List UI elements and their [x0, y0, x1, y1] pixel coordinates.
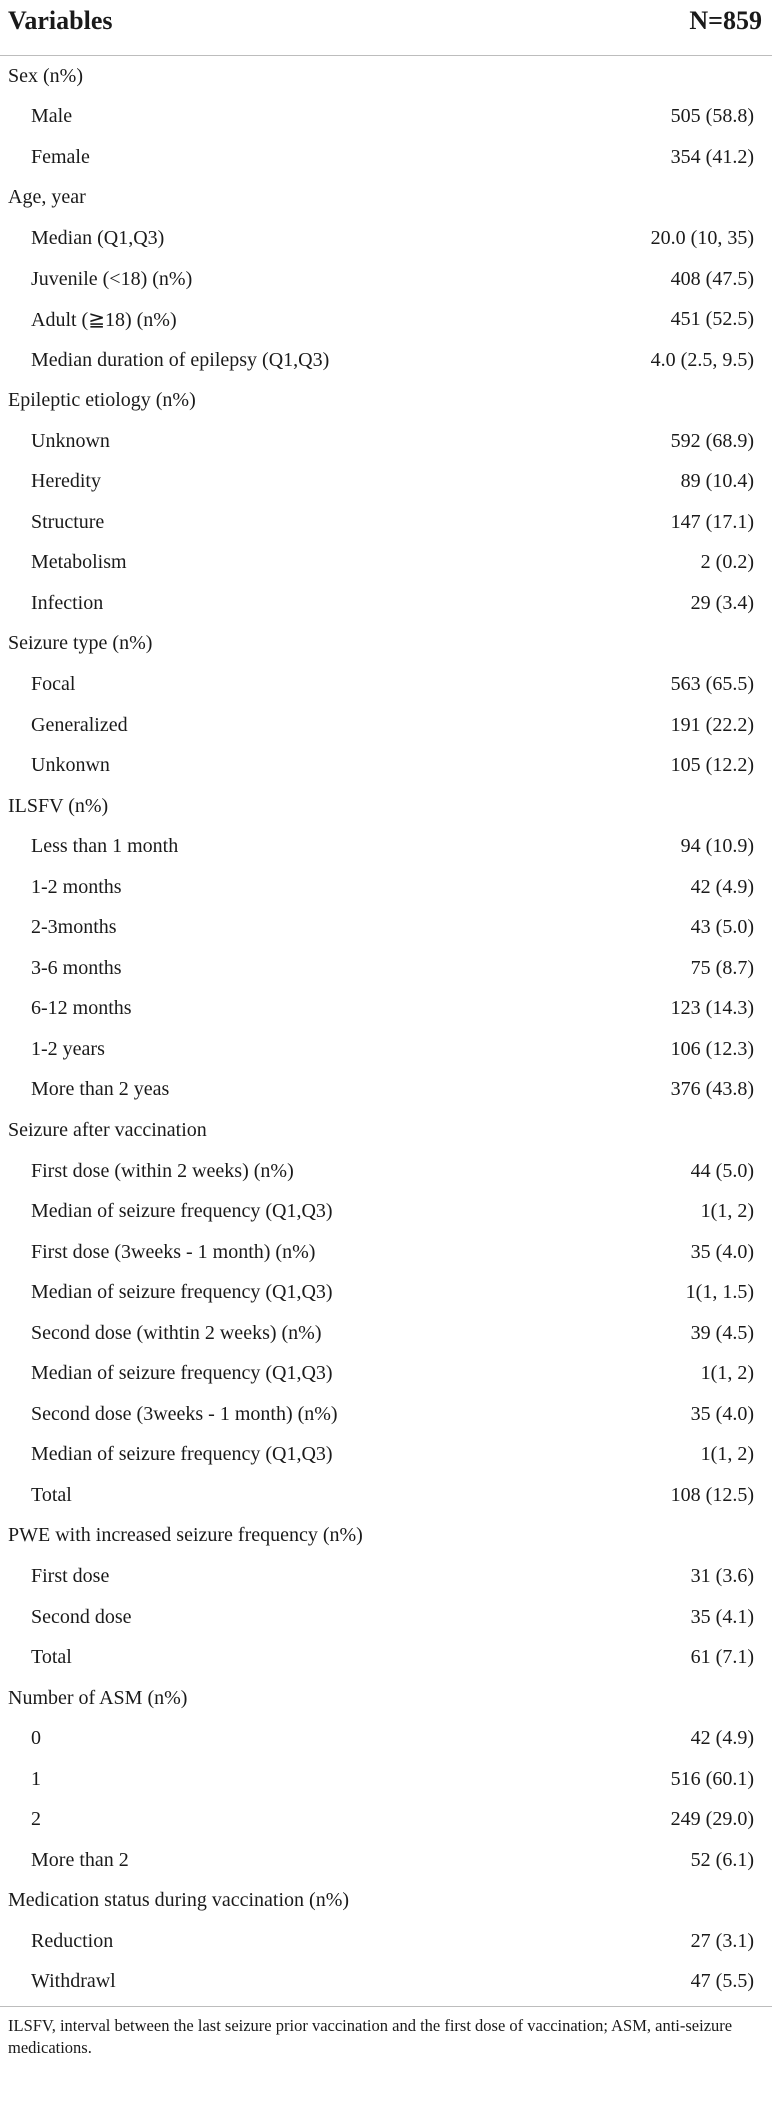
table-row: [0, 1272, 772, 1313]
row-value: 35 (4.0): [690, 1402, 754, 1425]
row-label: Structure: [31, 510, 105, 533]
row-value: 147 (17.1): [670, 510, 754, 533]
table-row: [0, 1800, 772, 1841]
table-row: [0, 299, 772, 340]
n-column-header: N=859: [689, 6, 762, 35]
row-label: First dose: [31, 1565, 110, 1587]
row-label: Seizure after vaccination: [8, 1118, 207, 1141]
table-row: [0, 583, 772, 624]
section-row: [0, 1678, 772, 1719]
table-row: [0, 1597, 772, 1638]
table-row: [0, 1394, 772, 1435]
row-label: First dose (within 2 weeks) (n%): [31, 1159, 294, 1182]
table-row: [0, 948, 772, 989]
row-value: 1(1, 1.5): [685, 1281, 754, 1304]
table-body: [0, 56, 772, 2002]
row-value: 61 (7.1): [690, 1646, 754, 1669]
row-label: Male: [31, 105, 73, 128]
row-label: ILSFV (n%): [8, 794, 109, 817]
table-row: [0, 989, 772, 1030]
table-row: [0, 543, 772, 584]
row-label: Total: [31, 1483, 72, 1506]
table-row: [0, 1232, 772, 1273]
row-value: 29 (3.4): [690, 591, 754, 614]
row-label: 1-2 years: [31, 1037, 105, 1060]
table-row: [0, 1921, 772, 1962]
row-value: 75 (8.7): [690, 956, 754, 979]
row-label: Median duration of epilepsy (Q1,Q3): [31, 348, 330, 371]
row-label: Metabolism: [31, 551, 127, 574]
row-value: 27 (3.1): [690, 1929, 754, 1952]
row-label: Median of seizure frequency (Q1,Q3): [31, 1443, 333, 1466]
row-label: Number of ASM (n%): [8, 1686, 188, 1709]
row-value: 592 (68.9): [670, 429, 754, 452]
row-value: 42 (4.9): [690, 1727, 754, 1750]
row-label: 0: [31, 1727, 41, 1750]
table-row: [0, 1840, 772, 1881]
section-row: [0, 624, 772, 665]
row-label: Unkonwn: [31, 754, 110, 777]
table-row: [0, 745, 772, 786]
table-row: [0, 826, 772, 867]
row-label: 2-3months: [31, 916, 117, 939]
row-value: 31 (3.6): [690, 1565, 754, 1587]
row-value: 89 (10.4): [680, 470, 754, 493]
row-label: Epileptic etiology (n%): [8, 389, 196, 412]
row-value: 105 (12.2): [670, 754, 754, 777]
table-row: [0, 705, 772, 746]
row-label: Focal: [31, 672, 76, 695]
row-value: 52 (6.1): [690, 1848, 754, 1871]
row-value: 20.0 (10, 35): [650, 226, 754, 249]
row-value: 354 (41.2): [670, 145, 754, 168]
row-value: 44 (5.0): [690, 1159, 754, 1182]
row-value: 408 (47.5): [670, 267, 754, 290]
row-label: Median of seizure frequency (Q1,Q3): [31, 1362, 333, 1385]
table-row: [0, 1637, 772, 1678]
table-row: [0, 907, 772, 948]
row-value: 376 (43.8): [670, 1078, 754, 1101]
row-value: 35 (4.1): [690, 1605, 754, 1628]
section-row: [0, 1516, 772, 1557]
row-value: 563 (65.5): [670, 672, 754, 695]
row-label: More than 2 yeas: [31, 1078, 170, 1101]
row-label: 1: [31, 1767, 41, 1790]
table-row: [0, 1475, 772, 1516]
row-label: Unknown: [31, 429, 110, 452]
table-row: [0, 1435, 772, 1476]
table-row: [0, 1354, 772, 1395]
variables-column-header: Variables: [8, 6, 113, 35]
table-row: [0, 1556, 772, 1597]
table-row: [0, 97, 772, 138]
row-value: 42 (4.9): [690, 875, 754, 898]
row-value: 47 (5.5): [690, 1970, 754, 1993]
row-label: Age, year: [8, 186, 86, 209]
table-row: [0, 137, 772, 178]
table-row: [0, 1070, 772, 1111]
row-value: 123 (14.3): [670, 997, 754, 1020]
row-value: 451 (52.5): [670, 308, 754, 331]
table-row: [0, 502, 772, 543]
row-value: 191 (22.2): [670, 713, 754, 736]
table-row: [0, 1759, 772, 1800]
row-label: PWE with increased seizure frequency (n%): [8, 1524, 363, 1547]
row-label: Adult (≧18) (n%): [31, 309, 177, 332]
row-label: Second dose (withtin 2 weeks) (n%): [31, 1321, 322, 1344]
row-value: 516 (60.1): [670, 1767, 754, 1790]
row-label: Reduction: [31, 1929, 114, 1952]
table-row: [0, 421, 772, 462]
row-value: 108 (12.5): [670, 1483, 754, 1506]
row-value: 43 (5.0): [690, 916, 754, 939]
section-row: [0, 786, 772, 827]
row-label: Infection: [31, 591, 104, 614]
row-label: 1-2 months: [31, 875, 122, 898]
row-value: 4.0 (2.5, 9.5): [650, 348, 754, 371]
section-row: [0, 1881, 772, 1922]
table-row: [0, 1191, 772, 1232]
row-label: Median (Q1,Q3): [31, 226, 165, 249]
table-row: [0, 340, 772, 381]
row-value: 249 (29.0): [670, 1808, 754, 1831]
table-row: [0, 218, 772, 259]
row-value: 1(1, 2): [700, 1443, 754, 1466]
table-row: [0, 867, 772, 908]
table-row: [0, 259, 772, 300]
row-label: Female: [31, 145, 90, 168]
section-row: [0, 1110, 772, 1151]
row-label: Generalized: [31, 713, 128, 736]
row-value: 505 (58.8): [670, 105, 754, 128]
row-label: Median of seizure frequency (Q1,Q3): [31, 1200, 333, 1223]
row-label: Second dose (3weeks - 1 month) (n%): [31, 1402, 338, 1425]
table-header: [0, 0, 772, 56]
row-label: Juvenile (<18) (n%): [31, 267, 193, 290]
row-value: 1(1, 2): [700, 1200, 754, 1223]
row-label: First dose (3weeks - 1 month) (n%): [31, 1240, 316, 1263]
section-row: [0, 380, 772, 421]
table-row: [0, 1151, 772, 1192]
row-value: 2 (0.2): [700, 551, 754, 574]
table-footnote: ILSFV, interval between the last seizure prior vaccination and the first dose of vaccination; ASM, anti-seizure medications.: [8, 2016, 733, 2058]
row-label: Heredity: [31, 470, 101, 493]
row-label: 2: [31, 1808, 41, 1831]
row-value: 39 (4.5): [690, 1321, 754, 1344]
table-row: [0, 461, 772, 502]
row-label: Second dose: [31, 1605, 132, 1628]
row-label: Medication status during vaccination (n%): [8, 1889, 350, 1912]
row-value: 94 (10.9): [680, 835, 754, 858]
row-value: 35 (4.0): [690, 1240, 754, 1263]
row-label: 3-6 months: [31, 956, 122, 979]
row-label: Seizure type (n%): [8, 632, 153, 655]
row-value: 106 (12.3): [670, 1037, 754, 1060]
row-label: Median of seizure frequency (Q1,Q3): [31, 1281, 333, 1304]
table-row: [0, 1962, 772, 2003]
row-label: Withdrawl: [31, 1970, 116, 1993]
table-row: [0, 1718, 772, 1759]
row-label: More than 2: [31, 1848, 129, 1871]
table-row: [0, 664, 772, 705]
row-label: Sex (n%): [8, 64, 83, 87]
table-row: [0, 1313, 772, 1354]
row-label: Less than 1 month: [31, 835, 179, 858]
section-row: [0, 178, 772, 219]
row-value: 1(1, 2): [700, 1362, 754, 1385]
section-row: [0, 56, 772, 97]
row-label: Total: [31, 1646, 72, 1669]
row-label: 6-12 months: [31, 997, 132, 1020]
table-row: [0, 1029, 772, 1070]
